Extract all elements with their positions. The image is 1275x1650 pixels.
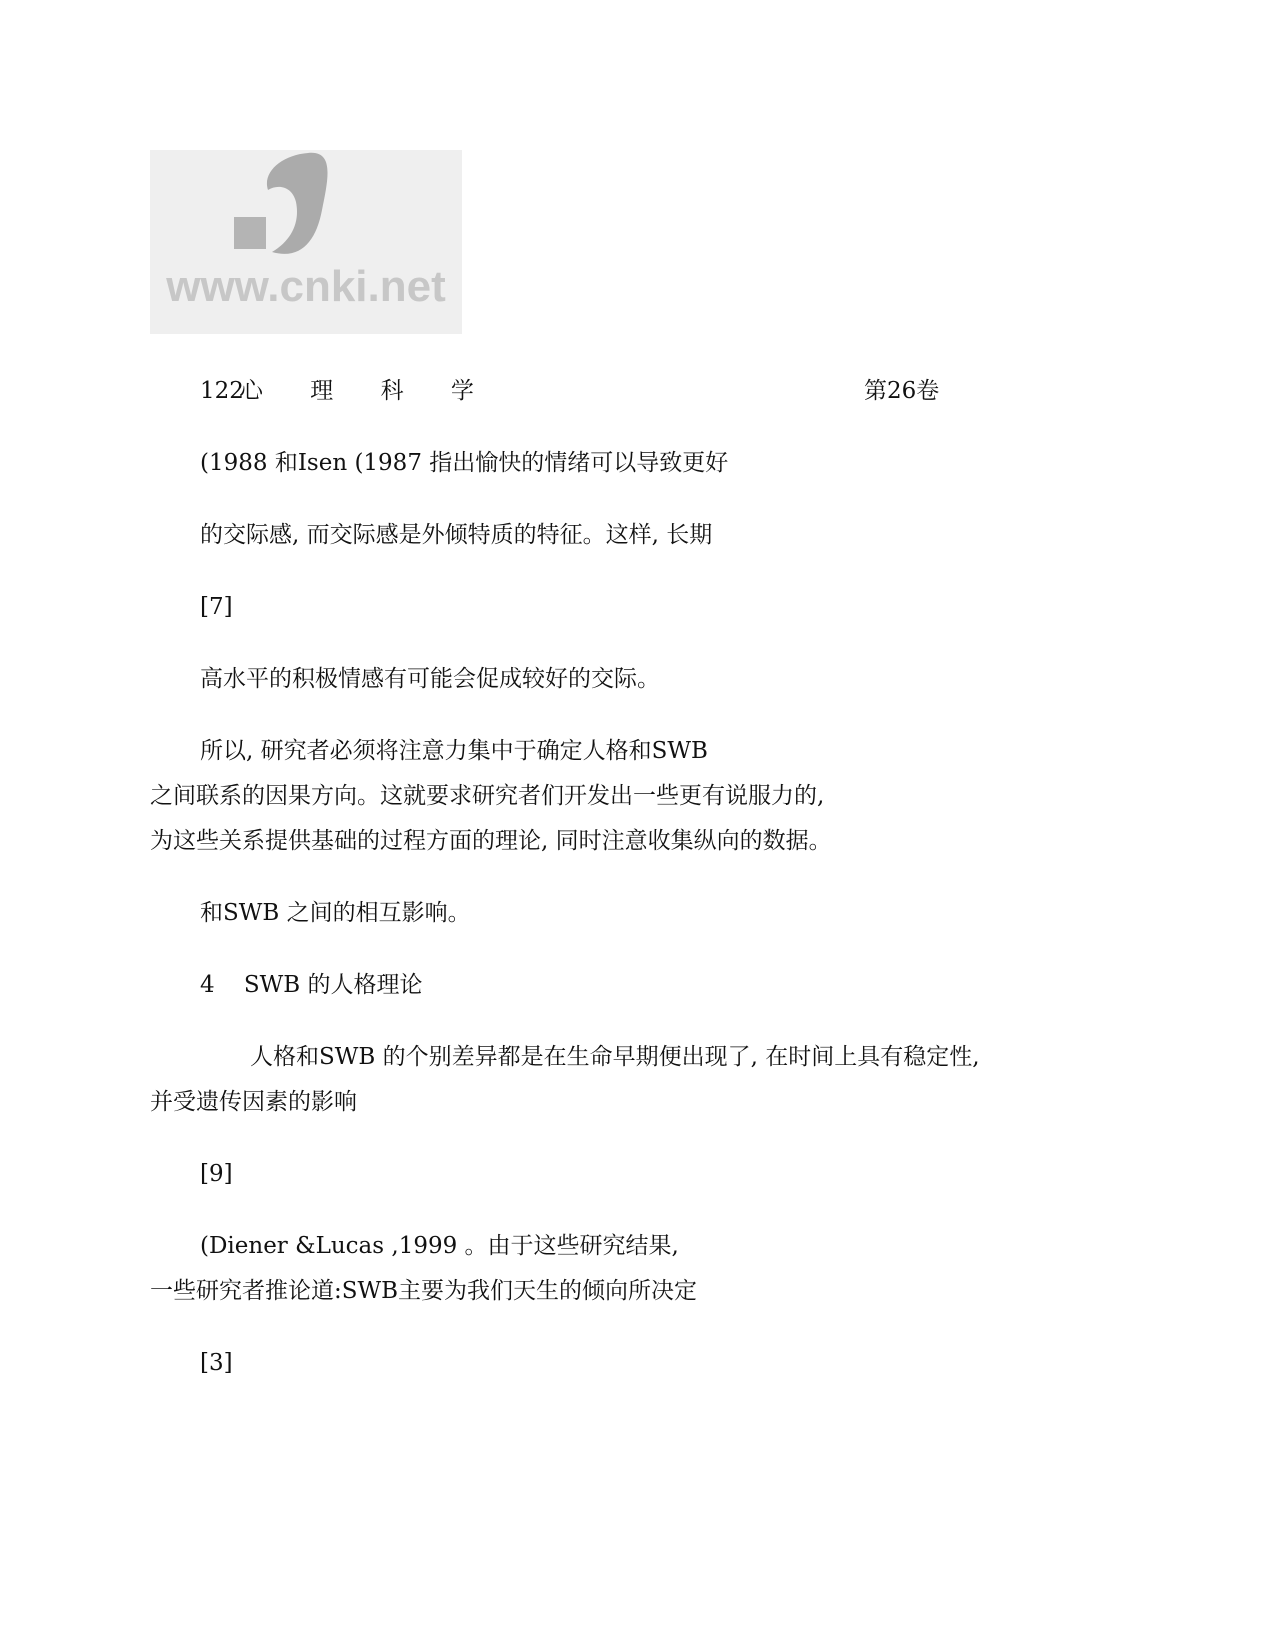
- body-line: 高水平的积极情感有可能会促成较好的交际。: [200, 666, 660, 692]
- body-line: 人格和SWB 的个别差异都是在生命早期便出现了, 在时间上具有稳定性,: [250, 1044, 980, 1070]
- section-heading: 4 SWB 的人格理论: [200, 972, 423, 998]
- body-line: 的交际感, 而交际感是外倾特质的特征。这样, 长期: [200, 522, 713, 548]
- body-line: 一些研究者推论道:SWB主要为我们天生的倾向所决定: [150, 1278, 698, 1304]
- body-line: 为这些关系提供基础的过程方面的理论, 同时注意收集纵向的数据。: [150, 828, 832, 854]
- watermark-text: www.cnki.net: [166, 262, 446, 311]
- page-number: 122: [200, 378, 244, 404]
- body-line: 所以, 研究者必须将注意力集中于确定人格和SWB: [200, 738, 708, 764]
- body-line: 之间联系的因果方向。这就要求研究者们开发出一些更有说服力的,: [150, 783, 825, 809]
- body-line: (Diener &Lucas ,1999 。由于这些研究结果,: [200, 1233, 679, 1259]
- body-line: 并受遗传因素的影响: [150, 1089, 357, 1115]
- citation-marker: [9]: [200, 1161, 233, 1187]
- volume-label: 第26卷: [864, 378, 940, 404]
- cnki-watermark-logo: [150, 150, 462, 334]
- body-line: (1988 和Isen (1987 指出愉快的情绪可以导致更好: [200, 450, 729, 476]
- citation-marker: [3]: [200, 1350, 233, 1376]
- citation-marker: [7]: [200, 594, 233, 620]
- journal-name: 心 理 科 学: [240, 378, 494, 404]
- body-line: 和SWB 之间的相互影响。: [200, 900, 471, 926]
